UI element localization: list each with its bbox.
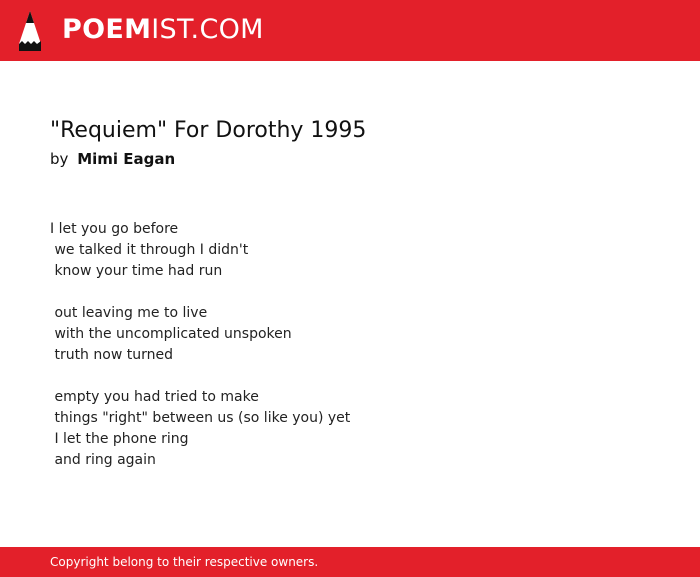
- stanza-break: [50, 366, 350, 387]
- site-footer: [0, 547, 700, 577]
- poem-line: I let you go before: [50, 221, 179, 237]
- site-logo-text: [62, 14, 264, 46]
- poem-line: with the uncomplicated unspoken: [50, 326, 292, 342]
- logo-word-bold: POEM: [62, 14, 152, 45]
- poem-line: truth now turned: [50, 347, 173, 363]
- poem-byline: [50, 149, 175, 169]
- poem-body: [50, 219, 350, 471]
- site-header: [0, 0, 700, 61]
- poem-line: out leaving me to live: [50, 305, 208, 321]
- copyright-text: Copyright belong to their respective owners.: [50, 555, 319, 569]
- poem-title: "Requiem" For Dorothy 1995: [50, 118, 367, 143]
- stanza-break: [50, 282, 350, 303]
- by-label: by: [50, 150, 69, 168]
- poem-line: empty you had tried to make: [50, 389, 259, 405]
- poem-line: and ring again: [50, 452, 156, 468]
- logo-word-light: IST.COM: [151, 14, 264, 45]
- poem-line: know your time had run: [50, 263, 223, 279]
- poem-line: I let the phone ring: [50, 431, 189, 447]
- poem-line: we talked it through I didn't: [50, 242, 249, 258]
- pencil-tip-icon: [18, 10, 42, 52]
- poem-author: Mimi Eagan: [77, 150, 176, 168]
- poem-line: things "right" between us (so like you) yet: [50, 410, 351, 426]
